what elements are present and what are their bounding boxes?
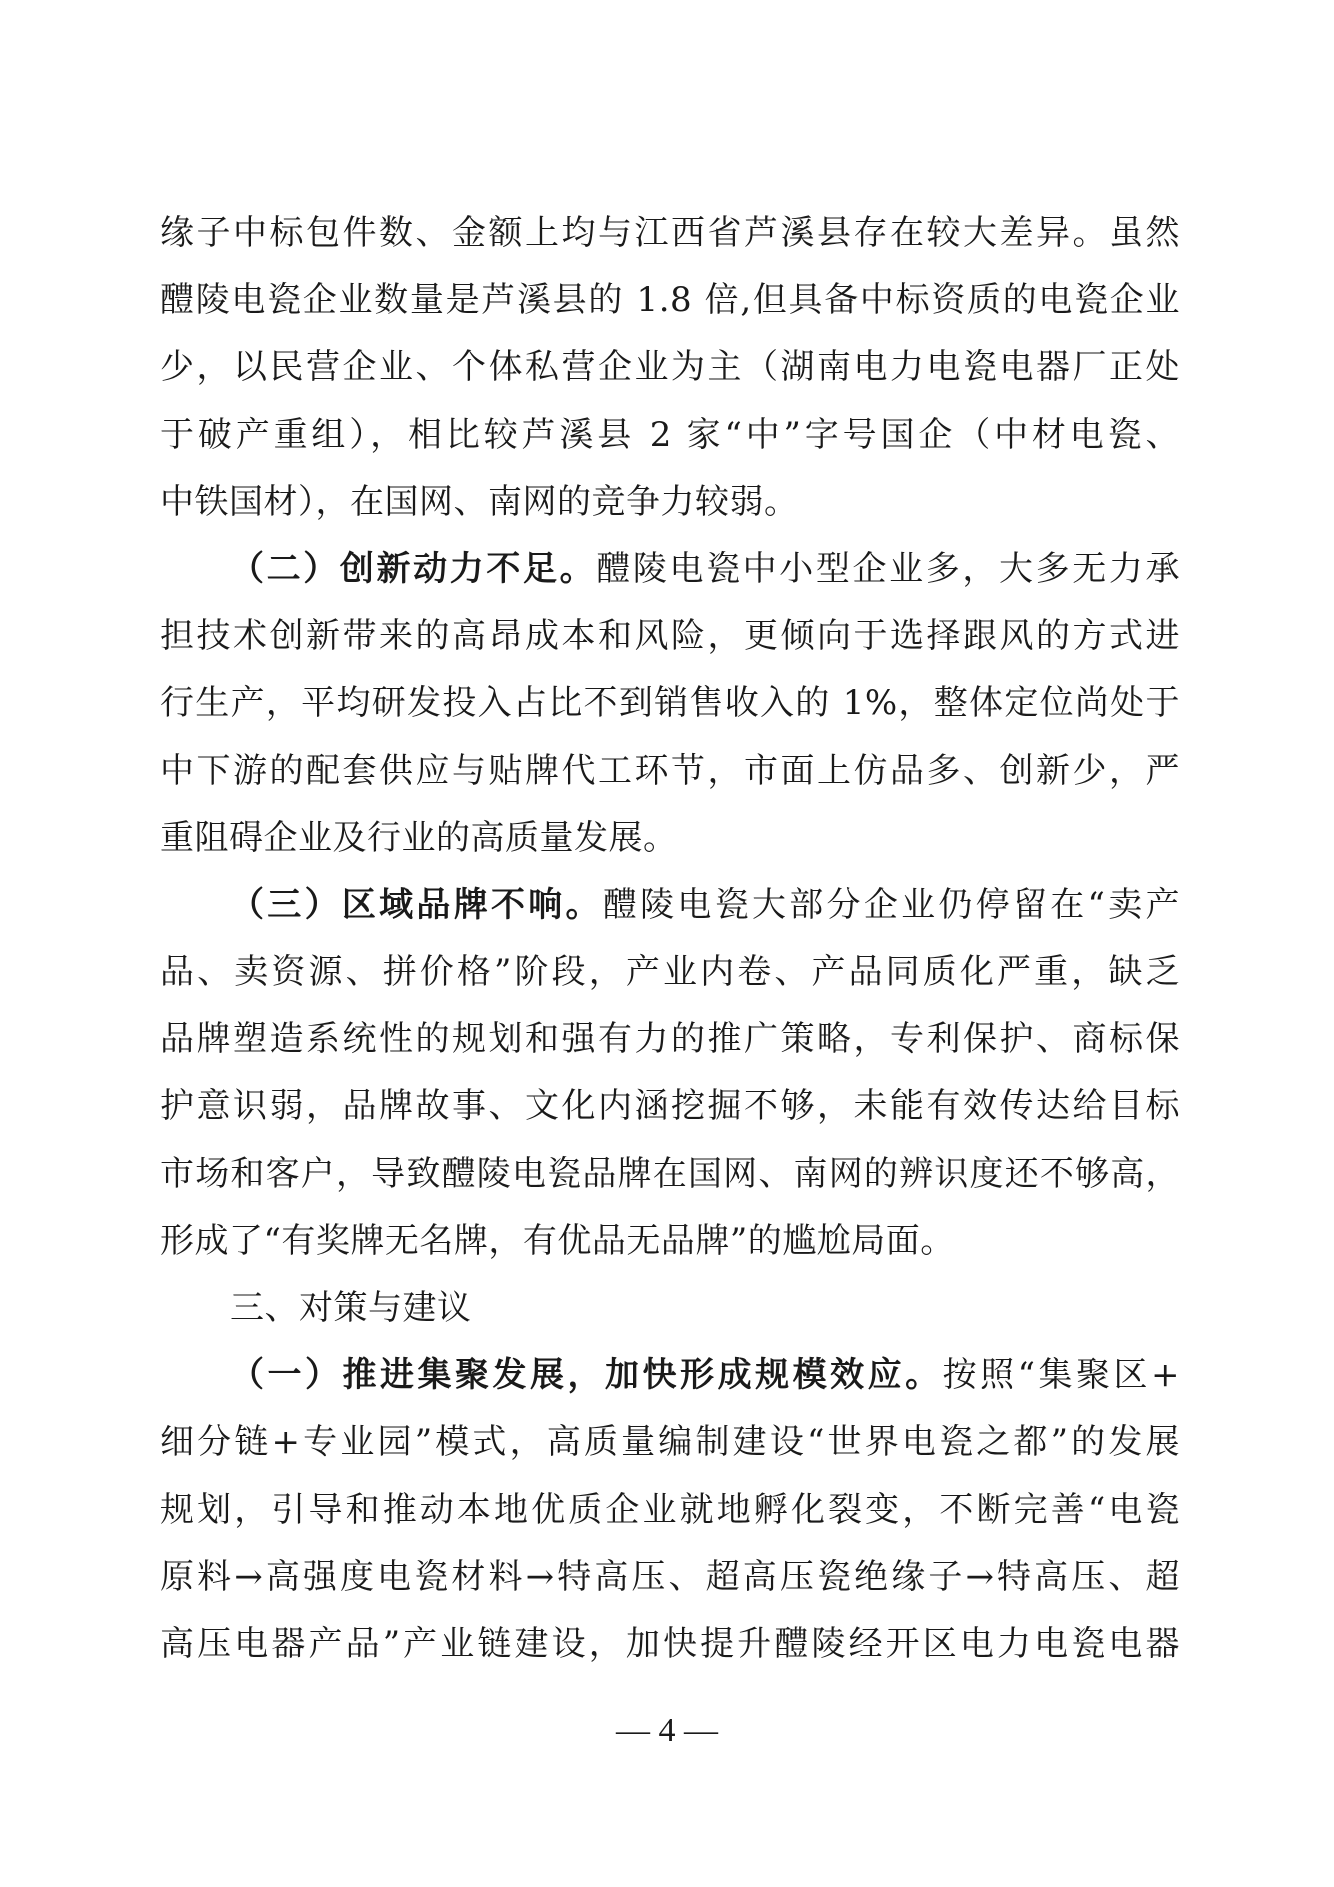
line-text: 醴陵电瓷企业数量是芦溪县的 1.8 倍,但具备中标资质的电瓷企业: [160, 280, 1180, 321]
text-line: [160, 267, 1180, 334]
text-line: [160, 469, 1180, 536]
text-line: [160, 805, 1180, 872]
line-text: 担技术创新带来的高昂成本和风险，更倾向于选择跟风的方式进: [160, 616, 1180, 657]
text-line: [160, 1611, 1180, 1678]
text-line: [160, 334, 1180, 401]
section-heading: （一）推进集聚发展，加快形成规模效应。: [230, 1355, 943, 1396]
text-line: [160, 738, 1180, 805]
line-text: 品牌塑造系统性的规划和强有力的推广策略，专利保护、商标保: [160, 1019, 1180, 1060]
text-line: [160, 1208, 1180, 1275]
line-text: 少，以民营企业、个体私营企业为主（湖南电力电瓷电器厂正处: [160, 347, 1180, 388]
text-line: [160, 200, 1180, 267]
line-text: 原料→高强度电瓷材料→特高压、超高压瓷绝缘子→特高压、超: [160, 1556, 1180, 1597]
line-text: 细分链+专业园”模式，高质量编制建设“世界电瓷之都”的发展: [160, 1422, 1180, 1463]
text-line: [160, 939, 1180, 1006]
line-text: 护意识弱，品牌故事、文化内涵挖掘不够，未能有效传达给目标: [160, 1086, 1180, 1127]
line-text: 中下游的配套供应与贴牌代工环节，市面上仿品多、创新少，严: [160, 750, 1180, 791]
line-text: 于破产重组），相比较芦溪县 2 家“中”字号国企（中材电瓷、: [160, 414, 1180, 455]
line-text: 规划，引导和推动本地优质企业就地孵化裂变，不断完善“电瓷: [160, 1489, 1180, 1530]
line-text: 市场和客户，导致醴陵电瓷品牌在国网、南网的辨识度还不够高，: [160, 1153, 1180, 1194]
text-line: [160, 1544, 1180, 1611]
line-text: 重阻碍企业及行业的高质量发展。: [160, 817, 678, 858]
body-text: [160, 200, 1180, 1678]
chapter-heading: [160, 1275, 1180, 1342]
section-heading-line: [160, 1342, 1180, 1409]
line-text: 高压电器产品”产业链建设，加快提升醴陵经开区电力电瓷电器: [160, 1623, 1180, 1664]
text-line: [160, 1409, 1180, 1476]
text-line: [160, 402, 1180, 469]
text-line: [160, 1006, 1180, 1073]
line-text: 醴陵电瓷中小型企业多，大多无力承: [596, 548, 1181, 589]
text-line: [160, 603, 1180, 670]
line-text: 醴陵电瓷大部分企业仍停留在“卖产: [602, 884, 1180, 925]
text-line: [160, 1141, 1180, 1208]
section-heading: （二）创新动力不足。: [230, 548, 597, 589]
text-line: [160, 670, 1180, 737]
section-heading-line: [160, 536, 1180, 603]
text-line: [160, 1477, 1180, 1544]
page-number: — 4 —: [616, 1712, 718, 1749]
text-line: [160, 1073, 1180, 1140]
line-text: 行生产，平均研发投入占比不到销售收入的 1%，整体定位尚处于: [160, 683, 1180, 724]
line-text: 品、卖资源、拼价格”阶段，产业内卷、产品同质化严重，缺乏: [160, 952, 1180, 993]
line-text: 形成了“有奖牌无名牌，有优品无品牌”的尴尬局面。: [160, 1220, 955, 1261]
line-text: 中铁国材），在国网、南网的竞争力较弱。: [160, 481, 799, 522]
line-text: 按照“集聚区+: [942, 1355, 1180, 1396]
section-heading-line: [160, 872, 1180, 939]
line-text: 缘子中标包件数、金额上均与江西省芦溪县存在较大差异。虽然: [160, 213, 1180, 253]
section-heading: （三）区域品牌不响。: [230, 884, 603, 925]
chapter-heading-text: 三、对策与建议: [230, 1288, 472, 1328]
